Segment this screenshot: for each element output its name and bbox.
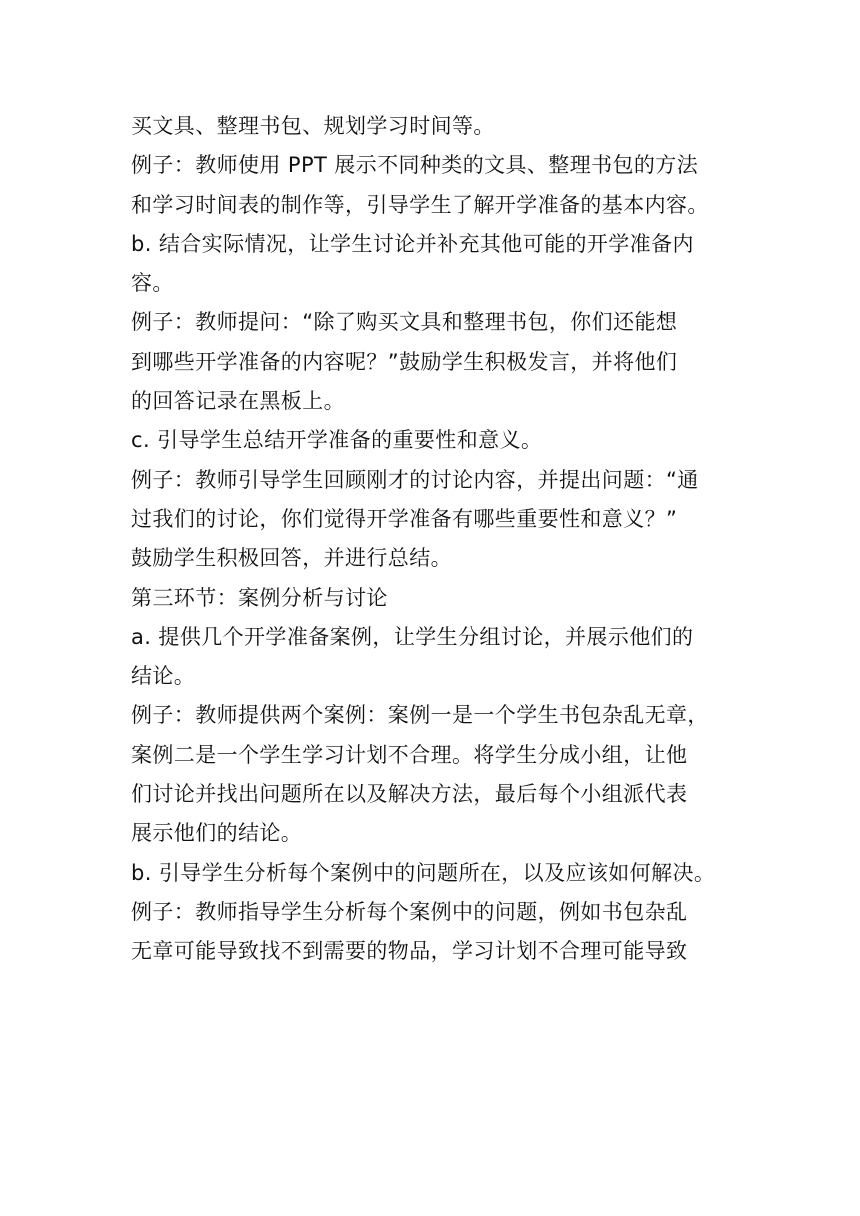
text-line: a. 提供几个开学准备案例，让学生分组讨论，并展示他们的 (131, 624, 694, 649)
document-body (131, 107, 741, 972)
text-line: 过我们的讨论，你们觉得开学准备有哪些重要性和意义？” (131, 506, 678, 531)
text-line: 的回答记录在黑板上。 (131, 389, 345, 414)
text-line: 例子：教师使用 PPT 展示不同种类的文具、整理书包的方法 (131, 153, 699, 178)
text-line: b. 结合实际情况，让学生讨论并补充其他可能的开学准备内 (131, 231, 694, 256)
text-line: 结论。 (131, 664, 196, 689)
text-line: 例子：教师提问：“除了购买文具和整理书包，你们还能想 (131, 310, 678, 335)
text-line: 鼓励学生积极回答，并进行总结。 (131, 546, 452, 571)
text-line: 无章可能导致找不到需要的物品，学习计划不合理可能导致 (131, 939, 688, 964)
text-line: 例子：教师提供两个案例：案例一是一个学生书包杂乱无章， (131, 703, 709, 728)
text-line: 到哪些开学准备的内容呢？”鼓励学生积极发言，并将他们 (131, 349, 678, 374)
text-line: 展示他们的结论。 (131, 821, 303, 846)
text-line: 容。 (131, 271, 174, 296)
text-line: 例子：教师引导学生回顾刚才的讨论内容，并提出问题：“通 (131, 467, 699, 492)
text-line: 案例二是一个学生学习计划不合理。将学生分成小组，让他 (131, 742, 688, 767)
text-line: b. 引导学生分析每个案例中的问题所在，以及应该如何解决。 (131, 860, 716, 885)
text-line: c. 引导学生总结开学准备的重要性和意义。 (131, 428, 543, 453)
text-line: 例子：教师指导学生分析每个案例中的问题，例如书包杂乱 (131, 899, 688, 924)
section-heading: 第三环节：案例分析与讨论 (131, 585, 388, 610)
text-line: 和学习时间表的制作等，引导学生了解开学准备的基本内容。 (131, 192, 709, 217)
text-line: 买文具、整理书包、规划学习时间等。 (131, 114, 495, 138)
text-line: 们讨论并找出问题所在以及解决方法，最后每个小组派代表 (131, 782, 688, 807)
